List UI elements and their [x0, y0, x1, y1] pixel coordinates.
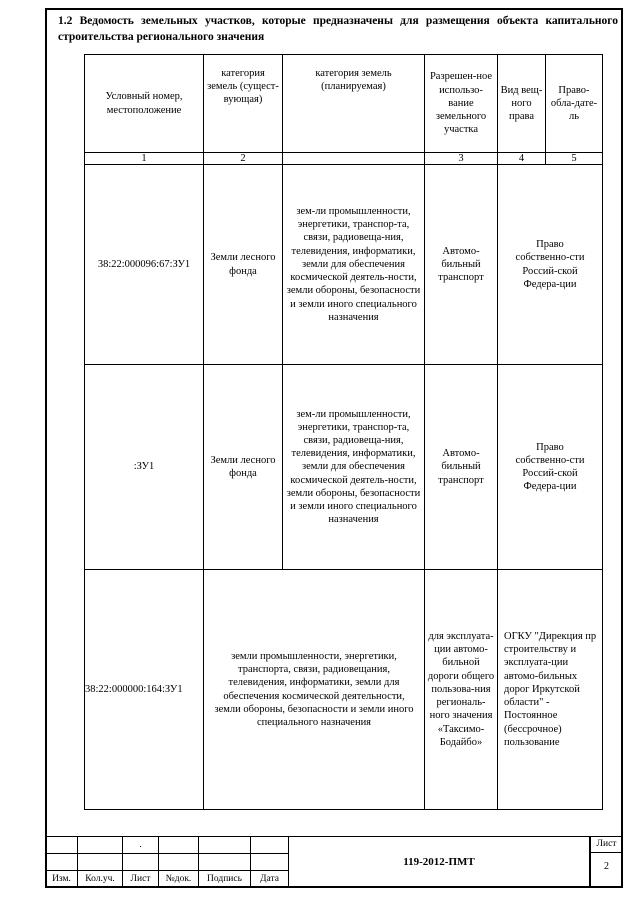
header-permitted-use: Разрешен-ное использо-вание земельного участка: [425, 55, 498, 153]
sheet-box: [590, 836, 623, 888]
header-existing-category: категория земель (сущест-вующая): [204, 55, 283, 153]
table-row: [85, 365, 603, 570]
label-signature: Подпись: [199, 871, 251, 888]
table-row: [85, 165, 603, 365]
right-holder: ОГКУ "Дирекция пр строительству и эксплуата-ции автомо-бильных дорог Иркутской области" - Постоянное (бессрочное) пользование: [498, 570, 603, 810]
revision-grid: [45, 836, 289, 888]
title-block: [45, 836, 623, 888]
land-plots-table: [84, 54, 603, 810]
existing-category: Земли лесного фонда: [204, 365, 283, 570]
revision-mark: .: [123, 837, 159, 854]
column-number: 3: [425, 153, 498, 165]
label-count: Кол.уч.: [78, 871, 123, 888]
label-change: Изм.: [46, 871, 78, 888]
column-number: 4: [498, 153, 546, 165]
column-number: 5: [546, 153, 603, 165]
revision-row: [46, 837, 289, 854]
column-number: 1: [85, 153, 204, 165]
sheet-number: 2: [604, 861, 609, 872]
header-right-holder: Право-обла-дате-ль: [546, 55, 603, 153]
label-doc-number: №док.: [159, 871, 199, 888]
right-type-and-holder: Право собственно-сти Россий-ской Федера-ции: [498, 365, 603, 570]
table-header-row: [85, 55, 603, 153]
permitted-use: Автомо-бильный транспорт: [425, 365, 498, 570]
header-right-type: Вид вещ-ного права: [498, 55, 546, 153]
page-title: 1.2 Ведомость земельных участков, которые предназначены для размещения объекта капитального строительства регионального значения: [58, 15, 618, 43]
plot-id: :ЗУ1: [85, 365, 204, 570]
right-type-and-holder: Право собственно-сти Россий-ской Федера-ции: [498, 165, 603, 365]
label-sheet: Лист: [123, 871, 159, 888]
plot-id: 38:22:000000:164:ЗУ1: [85, 570, 204, 810]
permitted-use: для эксплуата-ции автомо-бильной дороги общего пользова-ния региональ-ного значения «Таксимо-Бодайбо»: [425, 570, 498, 810]
header-conditional-number: Условный номер, местоположение: [85, 55, 204, 153]
document-code: 119-2012-ПМТ: [288, 836, 590, 888]
permitted-use: Автомо-бильный транспорт: [425, 165, 498, 365]
revision-row: [46, 854, 289, 871]
planned-category: зем-ли промышленности, энергетики, транспор-та, связи, радиовеща-ния, телевидения, информатики, земли для обеспечения космической деятель-ности, земли обороны, безопасности и земли иного специального назначения: [283, 365, 425, 570]
column-number-row: [85, 153, 603, 165]
plot-id: 38:22:000096:67:ЗУ1: [85, 165, 204, 365]
land-category: земли промышленности, энергетики, транспорта, связи, радиовещания, телевидения, информатики, земли для обеспечения космической деятельности, земли обороны, безопасности и земли иного специального назначения: [204, 570, 425, 810]
revision-label-row: [46, 871, 289, 888]
column-number: [283, 153, 425, 165]
table-row: [85, 570, 603, 810]
planned-category: зем-ли промышленности, энергетики, транспор-та, связи, радиовеща-ния, телевидения, информатики, земли для обеспечения космической деятель-ности, земли обороны, безопасности и земли иного специального назначения: [283, 165, 425, 365]
sheet-label: Лист: [591, 839, 622, 853]
header-planned-category: категория земель (планируемая): [283, 55, 425, 153]
column-number: 2: [204, 153, 283, 165]
label-date: Дата: [251, 871, 289, 888]
existing-category: Земли лесного фонда: [204, 165, 283, 365]
